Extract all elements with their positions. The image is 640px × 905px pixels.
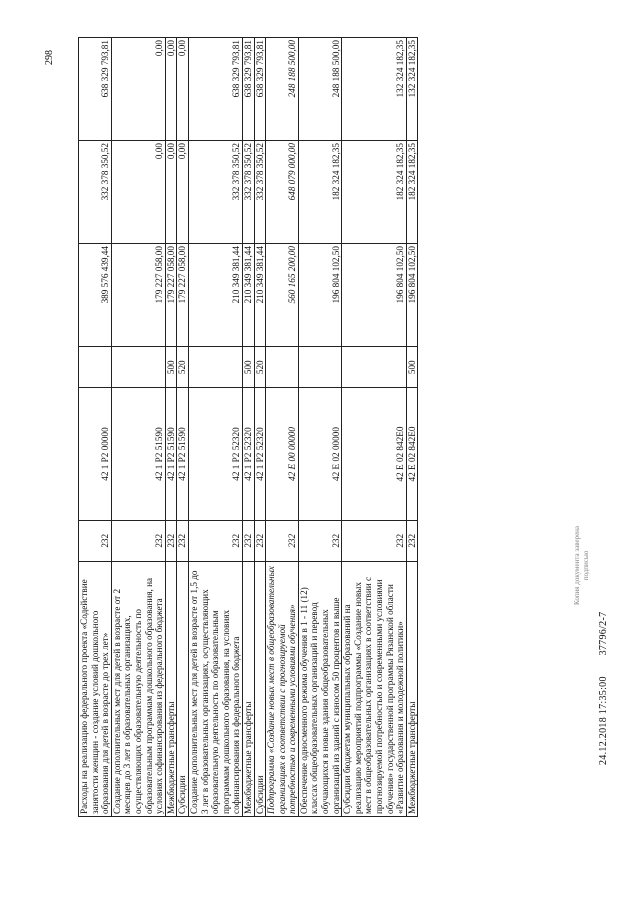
target-article-cell: 42 Е 02 842Е0 (342, 388, 407, 520)
ministry-code-cell: 232 (406, 520, 418, 561)
amount-2019-cell: 560 165 200,00 (266, 244, 299, 347)
amount-2020-cell: 0,00 (177, 141, 189, 244)
expense-type-cell (342, 347, 407, 388)
row-name-cell: Субсидии (177, 562, 189, 817)
row-name-cell: Субсидии (254, 562, 266, 817)
footer (598, 594, 609, 765)
expense-type-cell: 520 (254, 347, 266, 388)
amount-2020-cell: 648 079 000,00 (266, 141, 299, 244)
table-row (266, 38, 299, 817)
amount-2020-cell: 332 378 350,52 (254, 141, 266, 244)
stamp-line-2: подписью (582, 550, 590, 581)
amount-2019-cell: 179 227 058,00 (111, 244, 165, 347)
footer-doc-id: 37796/2-7 (598, 611, 609, 656)
footer-timestamp: 24.12.2018 17:35:00 (598, 676, 609, 765)
ministry-code-cell: 232 (177, 520, 189, 561)
amount-2021-cell: 0,00 (177, 38, 189, 141)
expense-type-cell: 500 (165, 347, 177, 388)
row-name-cell: Создание дополнительных мест для детей в возрасте от 1,5 до 3 лет в образовательных организациях, осуществляющих образовательную деятельность по образовательным программам дошкольного образования, на условиях софинансирования из федерального бюджета (188, 562, 242, 817)
ministry-code-cell: 232 (266, 520, 299, 561)
table-row (298, 38, 341, 817)
table-row (165, 38, 177, 817)
amount-2020-cell: 0,00 (165, 141, 177, 244)
amount-2019-cell: 196 804 102,50 (342, 244, 407, 347)
ministry-code-cell: 232 (242, 520, 254, 561)
target-article-cell: 42 1 P2 52320 (188, 388, 242, 520)
target-article-cell: 42 Е 02 842Е0 (406, 388, 418, 520)
table-row (242, 38, 254, 817)
amount-2021-cell: 132 324 182,35 (406, 38, 418, 141)
target-article-cell: 42 1 P2 00000 (79, 388, 112, 520)
amount-2020-cell: 182 324 182,35 (298, 141, 341, 244)
amount-2020-cell: 182 324 182,35 (342, 141, 407, 244)
amount-2019-cell: 210 349 381,44 (188, 244, 242, 347)
target-article-cell: 42 Е 00 00000 (266, 388, 299, 520)
amount-2021-cell: 638 329 793,81 (188, 38, 242, 141)
amount-2019-cell: 210 349 381,44 (254, 244, 266, 347)
amount-2021-cell: 638 329 793,81 (242, 38, 254, 141)
target-article-cell: 42 1 P2 52320 (242, 388, 254, 520)
stamp-line-1: Копия документа заверена (573, 525, 581, 605)
table-row (254, 38, 266, 817)
row-name-cell: Субсидии бюджетам муниципальных образований на реализацию мероприятий подпрограммы «Создание новых мест в общеобразовательных организациях в соответствии с прогнозируемой потребностью и современными условиями обучения» государственной программы Рязанской области «Развитие образования и молодежной политики» (342, 562, 407, 817)
row-name-cell: Обеспечение односменного режима обучения в 1 - 11 (12) классах общеобразовательных организаций и перевод обучающихся в новые здания общеобразовательных организаций из зданий с износом 50 процентов и выше (298, 562, 341, 817)
row-name-cell: Подпрограмма «Создание новых мест в общеобразовательных организациях в соответствии с прогнозируемой потребностью и современными условиями обучения» (266, 562, 299, 817)
target-article-cell: 42 Е 02 00000 (298, 388, 341, 520)
amount-2019-cell: 196 804 102,50 (406, 244, 418, 347)
budget-table (78, 37, 418, 817)
amount-2021-cell: 248 188 500,00 (266, 38, 299, 141)
row-name-cell: Межбюджетные трансферты (242, 562, 254, 817)
table-row (111, 38, 165, 817)
amount-2021-cell: 638 329 793,81 (254, 38, 266, 141)
amount-2021-cell: 638 329 793,81 (79, 38, 112, 141)
amount-2021-cell: 248 188 500,00 (298, 38, 341, 141)
amount-2020-cell: 182 324 182,35 (406, 141, 418, 244)
ministry-code-cell: 232 (79, 520, 112, 561)
page-number: 298 (44, 50, 55, 65)
expense-type-cell (266, 347, 299, 388)
amount-2020-cell: 0,00 (111, 141, 165, 244)
row-name-cell: Расходы на реализацию федерального проекта «Содействие занятости женщин - создание условий дошкольного образования для детей в возрасте до трех лет» (79, 562, 112, 817)
amount-2021-cell: 0,00 (111, 38, 165, 141)
amount-2019-cell: 210 349 381,44 (242, 244, 254, 347)
amount-2020-cell: 332 378 350,52 (242, 141, 254, 244)
amount-2019-cell: 389 576 439,44 (79, 244, 112, 347)
expense-type-cell (188, 347, 242, 388)
table-row (188, 38, 242, 817)
target-article-cell: 42 1 P2 51590 (177, 388, 189, 520)
amount-2019-cell: 196 804 102,50 (298, 244, 341, 347)
row-name-cell: Межбюджетные трансферты (406, 562, 418, 817)
amount-2019-cell: 179 227 058,00 (165, 244, 177, 347)
ministry-code-cell: 232 (111, 520, 165, 561)
expense-type-cell (111, 347, 165, 388)
row-name-cell: Создание дополнительных мест для детей в возрасте от 2 месяцев до 3 лет в образовательных организациях, осуществляющих образовательную деятельность по образовательным программам дошкольного образования, на условиях софинансирования из федерального бюджета (111, 562, 165, 817)
amount-2019-cell: 179 227 058,00 (177, 244, 189, 347)
ministry-code-cell: 232 (165, 520, 177, 561)
amount-2021-cell: 132 324 182,35 (342, 38, 407, 141)
expense-type-cell: 520 (177, 347, 189, 388)
row-name-cell: Межбюджетные трансферты (165, 562, 177, 817)
budget-table-body (79, 38, 418, 817)
ministry-code-cell: 232 (298, 520, 341, 561)
expense-type-cell (79, 347, 112, 388)
table-row (79, 38, 112, 817)
amount-2020-cell: 332 378 350,52 (79, 141, 112, 244)
target-article-cell: 42 1 P2 51590 (111, 388, 165, 520)
expense-type-cell: 500 (242, 347, 254, 388)
target-article-cell: 42 1 P2 51590 (165, 388, 177, 520)
ministry-code-cell: 232 (342, 520, 407, 561)
ministry-code-cell: 232 (188, 520, 242, 561)
expense-type-cell (298, 347, 341, 388)
table-row (342, 38, 407, 817)
table-row (177, 38, 189, 817)
target-article-cell: 42 1 P2 52320 (254, 388, 266, 520)
ministry-code-cell: 232 (254, 520, 266, 561)
expense-type-cell: 500 (406, 347, 418, 388)
amount-2020-cell: 332 378 350,52 (188, 141, 242, 244)
amount-2021-cell: 0,00 (165, 38, 177, 141)
certification-stamp (573, 526, 591, 605)
table-row (406, 38, 418, 817)
